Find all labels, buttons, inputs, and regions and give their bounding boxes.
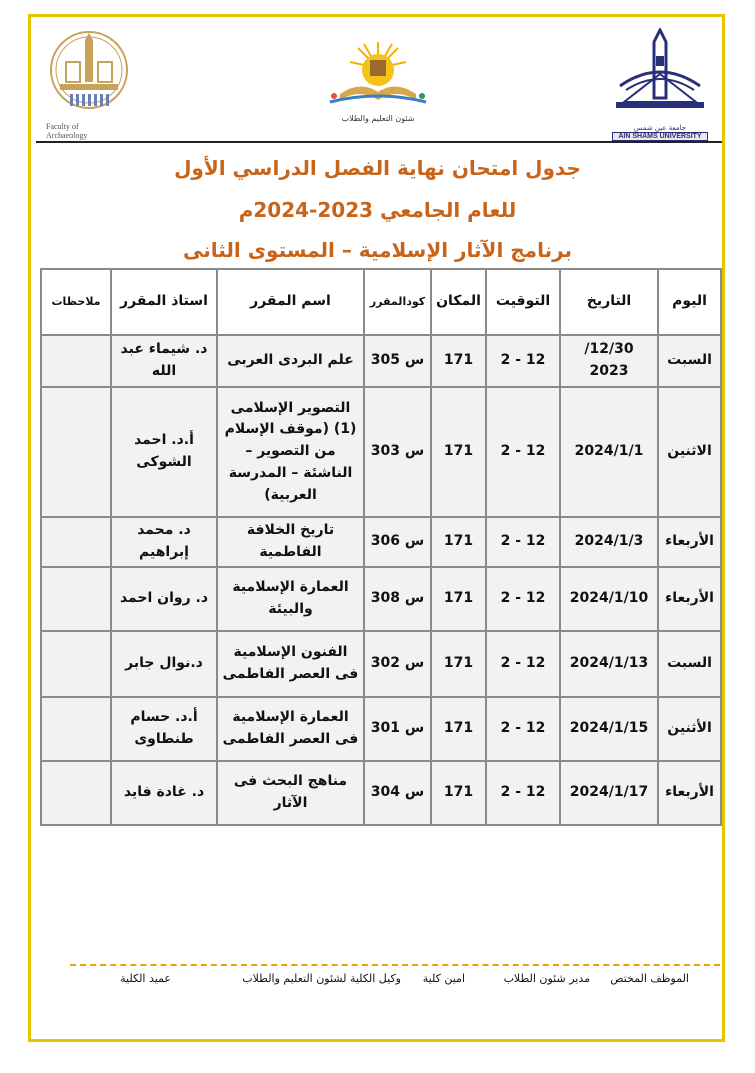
ain-shams-caption: AIN SHAMS UNIVERSITY xyxy=(612,132,708,141)
row-code: س 308 xyxy=(364,567,431,631)
student-affairs-caption: شئون التعليم والطلاب xyxy=(341,114,415,123)
row-place: 171 xyxy=(431,335,486,387)
row-notes xyxy=(41,335,111,387)
row-date: 12/30/ 2023 xyxy=(560,335,658,387)
row-course: علم البردى العربى xyxy=(217,335,364,387)
table-header-row xyxy=(41,269,721,335)
row-time: 12 - 2 xyxy=(486,761,560,825)
header-code: كودالمقرر xyxy=(364,269,431,335)
row-day: الأثنين xyxy=(658,697,721,761)
row-course: مناهج البحث فى الآثار xyxy=(217,761,364,825)
row-notes xyxy=(41,387,111,517)
row-course: التصوير الإسلامى (1) (موقف الإسلام من التصوير – الناشئة – المدرسة العربية) xyxy=(217,387,364,517)
row-place: 171 xyxy=(431,567,486,631)
row-day: الأربعاء xyxy=(658,567,721,631)
row-date: 2024/1/13 xyxy=(560,631,658,697)
row-notes xyxy=(41,567,111,631)
row-instructor: د. شيماء عبد الله xyxy=(111,335,217,387)
row-date: 2024/1/1 xyxy=(560,387,658,517)
row-time: 12 - 2 xyxy=(486,567,560,631)
row-instructor: د.نوال جابر xyxy=(111,631,217,697)
faculty-caption-line2: Archaeology xyxy=(46,131,88,140)
row-time: 12 - 2 xyxy=(486,697,560,761)
table-row xyxy=(41,631,721,697)
row-place: 171 xyxy=(431,697,486,761)
row-notes xyxy=(41,517,111,567)
row-instructor: أ.د. احمد الشوكى xyxy=(111,387,217,517)
table-row xyxy=(41,761,721,825)
header-instructor: استاذ المقرر xyxy=(111,269,217,335)
row-course: العمارة الإسلامية فى العصر الفاطمى xyxy=(217,697,364,761)
row-day: السبت xyxy=(658,631,721,697)
row-course: تاريخ الخلافة الفاطمية xyxy=(217,517,364,567)
footer-divider xyxy=(70,964,720,966)
row-place: 171 xyxy=(431,517,486,567)
row-notes xyxy=(41,631,111,697)
row-date: 2024/1/15 xyxy=(560,697,658,761)
row-time: 12 - 2 xyxy=(486,387,560,517)
row-day: الاثنين xyxy=(658,387,721,517)
signature-dean: عميد الكلية xyxy=(120,972,171,985)
header-day: اليوم xyxy=(658,269,721,335)
row-code: س 306 xyxy=(364,517,431,567)
header-divider xyxy=(36,141,722,143)
signature-student-affairs-manager: مدير شئون الطلاب xyxy=(503,972,590,985)
row-place: 171 xyxy=(431,387,486,517)
row-code: س 302 xyxy=(364,631,431,697)
row-instructor: د. غادة فايد xyxy=(111,761,217,825)
row-instructor: د. روان احمد xyxy=(111,567,217,631)
row-time: 12 - 2 xyxy=(486,631,560,697)
table-row xyxy=(41,335,721,387)
row-code: س 305 xyxy=(364,335,431,387)
table-row xyxy=(41,387,721,517)
row-time: 12 - 2 xyxy=(486,335,560,387)
header-notes: ملاحظات xyxy=(41,269,111,335)
faculty-of-archaeology-logo xyxy=(46,28,132,140)
row-day: السبت xyxy=(658,335,721,387)
row-notes xyxy=(41,697,111,761)
header-date: التاريخ xyxy=(560,269,658,335)
ain-shams-university-logo xyxy=(610,28,710,140)
header-place: المكان xyxy=(431,269,486,335)
row-course: الفنون الإسلامية فى العصر الفاطمى xyxy=(217,631,364,697)
row-place: 171 xyxy=(431,761,486,825)
row-instructor: د. محمد إبراهيم xyxy=(111,517,217,567)
header-course: اسم المقرر xyxy=(217,269,364,335)
header-time: التوقيت xyxy=(486,269,560,335)
row-place: 171 xyxy=(431,631,486,697)
ain-shams-arabic-name: جامعة عين شمس xyxy=(633,124,687,132)
table-row xyxy=(41,697,721,761)
row-date: 2024/1/3 xyxy=(560,517,658,567)
row-date: 2024/1/17 xyxy=(560,761,658,825)
table-row xyxy=(41,517,721,567)
signature-employee: الموظف المختص xyxy=(610,972,689,985)
faculty-caption-line1: Faculty of xyxy=(46,122,79,131)
row-notes xyxy=(41,761,111,825)
academic-year-title: للعام الجامعي 2023-2024م xyxy=(238,198,517,222)
row-date: 2024/1/10 xyxy=(560,567,658,631)
row-instructor: أ.د. حسام طنطاوى xyxy=(111,697,217,761)
exam-schedule-title: جدول امتحان نهاية الفصل الدراسي الأول xyxy=(174,156,581,180)
table-row xyxy=(41,567,721,631)
row-code: س 304 xyxy=(364,761,431,825)
row-day: الأربعاء xyxy=(658,761,721,825)
row-code: س 301 xyxy=(364,697,431,761)
row-code: س 303 xyxy=(364,387,431,517)
program-level-title: برنامج الآثار الإسلامية – المستوى الثانى xyxy=(182,238,573,262)
exam-schedule-table xyxy=(40,268,722,826)
student-affairs-logo xyxy=(320,38,436,128)
row-course: العمارة الإسلامية والبيئة xyxy=(217,567,364,631)
row-time: 12 - 2 xyxy=(486,517,560,567)
signature-faculty-secretary: امين كلية xyxy=(422,972,465,985)
row-day: الأربعاء xyxy=(658,517,721,567)
signature-vice-dean: وكيل الكلية لشئون التعليم والطلاب xyxy=(242,972,401,985)
